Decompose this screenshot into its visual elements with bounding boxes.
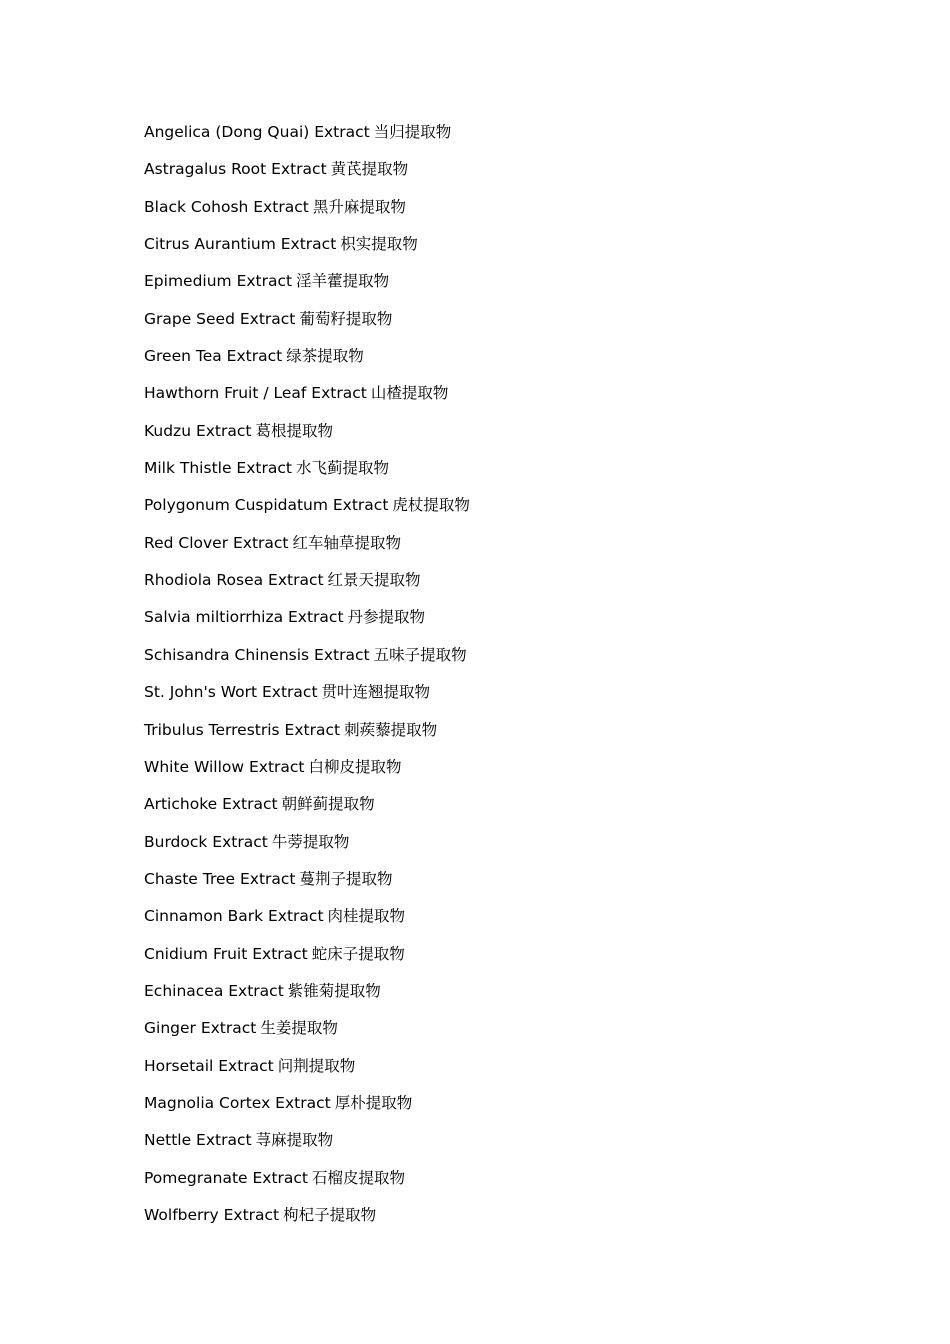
list-item	[144, 719, 470, 756]
extract-chinese-name: 红车轴草提取物	[292, 533, 402, 552]
extract-chinese-name: 生姜提取物	[260, 1019, 338, 1038]
list-item	[144, 756, 470, 793]
list-item	[144, 420, 470, 457]
extract-english-name: Cinnamon Bark Extract	[144, 907, 324, 926]
extract-chinese-name: 黑升麻提取物	[312, 197, 406, 216]
extract-english-name: St. John's Wort Extract	[144, 683, 318, 702]
extract-chinese-name: 朝鲜蓟提取物	[281, 795, 375, 814]
extract-english-name: Hawthorn Fruit / Leaf Extract	[144, 384, 367, 403]
list-item	[144, 793, 470, 830]
extract-chinese-name: 淫羊藿提取物	[296, 272, 390, 291]
extract-chinese-name: 葛根提取物	[255, 421, 333, 440]
list-item	[144, 158, 470, 195]
list-item	[144, 270, 470, 307]
extract-english-name: Rhodiola Rosea Extract	[144, 571, 324, 590]
extract-english-name: Tribulus Terrestris Extract	[144, 720, 341, 739]
list-item	[144, 1204, 470, 1241]
extract-chinese-name: 枳实提取物	[340, 235, 418, 254]
extract-chinese-name: 蛇床子提取物	[311, 944, 405, 963]
extract-english-name: Schisandra Chinensis Extract	[144, 645, 370, 664]
extract-english-name: Polygonum Cuspidatum Extract	[144, 496, 389, 515]
extract-english-name: Milk Thistle Extract	[144, 459, 292, 478]
extract-chinese-name: 五味子提取物	[373, 645, 467, 664]
extract-english-name: Echinacea Extract	[144, 981, 284, 1000]
list-item	[144, 1092, 470, 1129]
extract-chinese-name: 贯叶连翘提取物	[321, 683, 431, 702]
list-item	[144, 831, 470, 868]
list-item	[144, 196, 470, 233]
extract-chinese-name: 丹参提取物	[347, 608, 426, 627]
extract-chinese-name: 山楂提取物	[370, 384, 449, 403]
extract-chinese-name: 当归提取物	[373, 123, 452, 141]
extract-english-name: Black Cohosh Extract	[144, 197, 309, 216]
list-item	[144, 606, 470, 643]
extract-english-name: Cnidium Fruit Extract	[144, 944, 308, 963]
extract-chinese-name: 紫锥菊提取物	[287, 981, 381, 1000]
extract-chinese-name: 绿茶提取物	[286, 347, 364, 366]
list-item	[144, 457, 470, 494]
list-item	[144, 868, 470, 905]
extract-english-name: Angelica (Dong Quai) Extract	[144, 123, 370, 141]
extract-english-name: Epimedium Extract	[144, 272, 293, 291]
extract-chinese-name: 黄芪提取物	[330, 160, 409, 179]
extract-chinese-name: 红景天提取物	[327, 571, 421, 590]
extract-chinese-name: 牛蒡提取物	[271, 832, 350, 851]
extract-english-name: Chaste Tree Extract	[144, 869, 296, 888]
list-item	[144, 1167, 470, 1204]
list-item	[144, 121, 470, 158]
extract-chinese-name: 葡萄籽提取物	[299, 309, 393, 328]
extract-chinese-name: 肉桂提取物	[327, 907, 406, 926]
extract-chinese-name: 石榴皮提取物	[312, 1168, 406, 1187]
list-item	[144, 233, 470, 270]
extract-chinese-name: 白柳皮提取物	[308, 757, 402, 776]
extract-english-name: Artichoke Extract	[144, 795, 278, 814]
extract-english-name: Kudzu Extract	[144, 421, 252, 440]
list-item	[144, 681, 470, 718]
extract-chinese-name: 问荆提取物	[277, 1056, 356, 1075]
list-item	[144, 644, 470, 681]
extract-chinese-name: 荨麻提取物	[255, 1131, 334, 1150]
list-item	[144, 943, 470, 980]
extract-chinese-name: 蔓荆子提取物	[299, 869, 393, 888]
extract-english-name: White Willow Extract	[144, 757, 305, 776]
extract-english-name: Burdock Extract	[144, 832, 268, 851]
list-item	[144, 1017, 470, 1054]
extract-english-name: Wolfberry Extract	[144, 1205, 280, 1224]
extract-chinese-name: 虎杖提取物	[392, 496, 470, 515]
extract-english-name: Horsetail Extract	[144, 1056, 274, 1075]
extract-english-name: Pomegranate Extract	[144, 1168, 308, 1187]
extract-english-name: Citrus Aurantium Extract	[144, 235, 337, 254]
extract-chinese-name: 厚朴提取物	[334, 1093, 413, 1112]
extract-english-name: Salvia miltiorrhiza Extract	[144, 608, 344, 627]
extract-chinese-name: 刺蒺藜提取物	[344, 720, 438, 739]
list-item	[144, 569, 470, 606]
extract-english-name: Ginger Extract	[144, 1019, 257, 1038]
list-item	[144, 345, 470, 382]
list-item	[144, 308, 470, 345]
extract-chinese-name: 水飞蓟提取物	[295, 459, 389, 478]
extract-english-name: Astragalus Root Extract	[144, 160, 327, 179]
list-item	[144, 494, 470, 531]
extract-english-name: Magnolia Cortex Extract	[144, 1093, 331, 1112]
list-item	[144, 1055, 470, 1092]
extract-english-name: Nettle Extract	[144, 1131, 252, 1150]
extract-english-name: Grape Seed Extract	[144, 309, 296, 328]
extract-list	[144, 121, 470, 1241]
list-item	[144, 1129, 470, 1166]
list-item	[144, 905, 470, 942]
extract-english-name: Green Tea Extract	[144, 347, 283, 366]
extract-chinese-name: 枸杞子提取物	[283, 1205, 377, 1224]
list-item	[144, 382, 470, 419]
list-item	[144, 980, 470, 1017]
extract-english-name: Red Clover Extract	[144, 533, 289, 552]
list-item	[144, 532, 470, 569]
